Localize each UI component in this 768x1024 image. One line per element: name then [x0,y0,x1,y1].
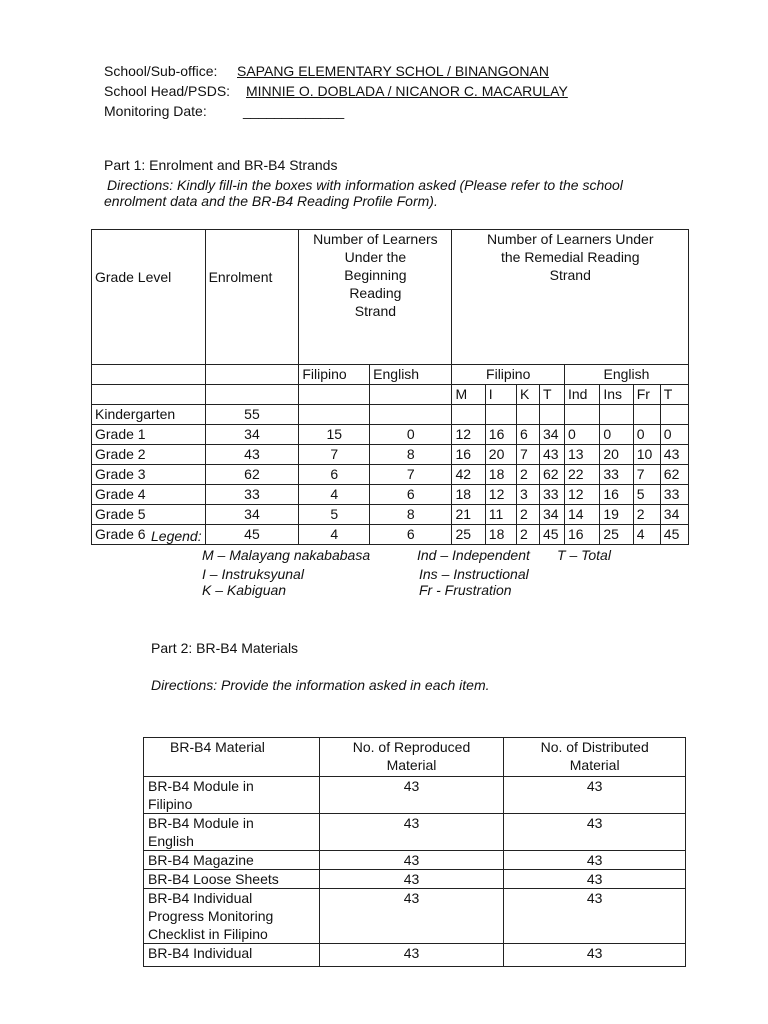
remedial-fil-total: 33 [539,485,564,505]
materials-table [143,737,686,967]
remedial-ins: 16 [600,485,633,505]
language-header-row [92,365,689,385]
beginning-filipino: 7 [299,445,370,465]
enrolment-row [92,425,689,445]
subheader-i: I [485,385,516,405]
remedial-i: 18 [485,525,516,545]
remedial-m: 18 [452,485,485,505]
enrolment-row [92,465,689,485]
remedial-eng-total: 45 [660,525,688,545]
beginning-english: 8 [370,445,452,465]
header-remedial-english: English [564,365,688,385]
header-beginning-strand [299,230,452,365]
remedial-ins [600,405,633,425]
distributed-count: 43 [504,889,686,944]
beginning-english: 8 [370,505,452,525]
material-name-line: Progress Monitoring [148,908,274,924]
remedial-fr: 2 [633,505,660,525]
header-enrolment: Enrolment [205,230,299,365]
distributed-count: 43 [504,814,686,851]
remedial-fr: 7 [633,465,660,485]
remedial-fil-total: 45 [539,525,564,545]
enrolment-value: 43 [205,445,299,465]
remedial-fr: 0 [633,425,660,445]
beginning-filipino: 15 [299,425,370,445]
remedial-fr: 5 [633,485,660,505]
grade-level: Grade 6 [92,525,206,545]
enrolment-row [92,405,689,425]
legend-k: K – Kabiguan [202,582,287,598]
remedial-ind: 14 [564,505,599,525]
materials-row [144,851,686,870]
enrolment-row [92,445,689,465]
remedial-i [485,405,516,425]
material-name [144,777,320,814]
enrolment-value: 55 [205,405,299,425]
material-name-line: BR-B4 Loose Sheets [148,871,279,887]
remedial-fil-total: 34 [539,505,564,525]
material-name-line: BR-B4 Magazine [148,852,254,868]
beginning-english [370,405,452,425]
header-remedial-line: Strand [549,267,591,283]
distributed-count: 43 [504,870,686,889]
date-value: _____________ [243,103,345,119]
material-name-line: BR-B4 Module in [148,815,254,831]
remedial-fr: 10 [633,445,660,465]
remedial-m: 25 [452,525,485,545]
grade-level: Grade 3 [92,465,206,485]
material-name [144,814,320,851]
material-name [144,944,320,967]
reproduced-count: 43 [319,944,504,967]
header-beginning-line: Reading [349,285,402,301]
remedial-eng-total: 43 [660,445,688,465]
beginning-filipino: 5 [299,505,370,525]
head-value: MINNIE O. DOBLADA / NICANOR C. MACARULAY [246,83,568,99]
remedial-m: 21 [452,505,485,525]
remedial-ins: 25 [600,525,633,545]
remedial-k [517,405,540,425]
legend-title: Legend: [151,528,202,544]
reproduced-count: 43 [319,889,504,944]
beginning-filipino: 4 [299,525,370,545]
header-reproduced [319,738,504,777]
beginning-english: 0 [370,425,452,445]
remedial-ins: 20 [600,445,633,465]
beginning-filipino [299,405,370,425]
grade-level: Grade 1 [92,425,206,445]
subheader-ind: Ind [564,385,599,405]
remedial-k: 2 [517,505,540,525]
materials-row [144,944,686,967]
header-distributed-line: Material [569,757,620,773]
enrolment-row [92,505,689,525]
legend-m: M – Malayang nakababasa [202,547,371,563]
remedial-ind: 12 [564,485,599,505]
remedial-eng-total: 0 [660,425,688,445]
remedial-fr: 4 [633,525,660,545]
enrolment-table [91,229,689,545]
remedial-fr [633,405,660,425]
remedial-i: 16 [485,425,516,445]
header-beginning-line: Beginning [344,267,407,283]
remedial-k: 3 [517,485,540,505]
head-label: School Head/PSDS: [104,83,231,99]
subheader-ins: Ins [600,385,633,405]
header-reproduced-line: No. of Reproduced [352,739,471,755]
material-name [144,870,320,889]
header-remedial-line: Number of Learners Under [486,231,654,247]
material-name [144,889,320,944]
legend-fr: Fr - Frustration [419,582,512,598]
materials-row [144,814,686,851]
grade-level: Grade 5 [92,505,206,525]
subheader-t: T [539,385,564,405]
material-name-line: English [148,833,194,849]
distributed-count: 43 [504,851,686,870]
remedial-m: 12 [452,425,485,445]
subheader-row [92,385,689,405]
header-reproduced-line: Material [386,757,437,773]
header-remedial-line: the Remedial Reading [500,249,640,265]
beginning-filipino: 4 [299,485,370,505]
beginning-filipino: 6 [299,465,370,485]
enrolment-value: 33 [205,485,299,505]
remedial-k: 2 [517,525,540,545]
material-name-line: Filipino [148,796,193,812]
remedial-fil-total: 34 [539,425,564,445]
subheader-k: K [517,385,540,405]
header-beginning-line: Strand [354,303,397,319]
legend-i: I – Instruksyunal [202,566,304,582]
remedial-i: 18 [485,465,516,485]
materials-header-row [144,738,686,777]
material-name-line: BR-B4 Individual [148,945,253,961]
header-grade-level: Grade Level [92,230,206,365]
legend-ins: Ins – Instructional [419,566,529,582]
remedial-ins: 0 [600,425,633,445]
material-name-line: BR-B4 Individual [148,890,253,906]
remedial-eng-total: 34 [660,505,688,525]
beginning-english: 6 [370,525,452,545]
remedial-ind [564,405,599,425]
remedial-eng-total: 62 [660,465,688,485]
remedial-ind: 0 [564,425,599,445]
enrolment-value: 34 [205,505,299,525]
grade-level: Grade 4 [92,485,206,505]
distributed-count: 43 [504,777,686,814]
remedial-m [452,405,485,425]
enrolment-header-row [92,230,689,365]
header-remedial-strand [452,230,689,365]
remedial-m: 16 [452,445,485,465]
materials-row [144,777,686,814]
remedial-m: 42 [452,465,485,485]
enrolment-row [92,485,689,505]
enrolment-value: 34 [205,425,299,445]
materials-row [144,870,686,889]
header-distributed-line: No. of Distributed [540,739,649,755]
part2-title: Part 2: BR-B4 Materials [151,640,299,656]
header-beginning-line: Under the [344,249,407,265]
grade-level: Grade 2 [92,445,206,465]
part1-directions-line2: enrolment data and the BR-B4 Reading Profile Form). [104,193,438,209]
remedial-ind: 16 [564,525,599,545]
remedial-fil-total [539,405,564,425]
legend-ind: Ind – Independent [417,547,530,563]
grade-level: Kindergarten [92,405,206,425]
distributed-count: 43 [504,944,686,967]
materials-row [144,889,686,944]
reproduced-count: 43 [319,814,504,851]
remedial-eng-total: 33 [660,485,688,505]
remedial-ins: 19 [600,505,633,525]
beginning-english: 7 [370,465,452,485]
material-name [144,851,320,870]
beginning-english: 6 [370,485,452,505]
part2-directions: Directions: Provide the information asked in each item. [151,677,490,693]
header-beginning-line: Number of Learners [313,231,438,247]
remedial-k: 6 [517,425,540,445]
reproduced-count: 43 [319,870,504,889]
remedial-ind: 13 [564,445,599,465]
header-distributed [504,738,686,777]
header-beginning-filipino: Filipino [299,365,370,385]
reproduced-count: 43 [319,851,504,870]
school-label: School/Sub-office: [104,63,218,79]
reproduced-count: 43 [319,777,504,814]
date-label: Monitoring Date: [104,103,207,119]
remedial-ins: 33 [600,465,633,485]
remedial-i: 12 [485,485,516,505]
remedial-k: 2 [517,465,540,485]
school-value: SAPANG ELEMENTARY SCHOL / BINANGONAN [237,63,549,79]
remedial-i: 20 [485,445,516,465]
legend-t: T – Total [557,547,611,563]
remedial-i: 11 [485,505,516,525]
header-material: BR-B4 Material [144,738,320,777]
header-beginning-english: English [370,365,452,385]
header-remedial-filipino: Filipino [452,365,564,385]
material-name-line: BR-B4 Module in [148,778,254,794]
remedial-fil-total: 43 [539,445,564,465]
part1-title: Part 1: Enrolment and BR-B4 Strands [104,157,338,173]
subheader-t: T [660,385,688,405]
enrolment-value: 62 [205,465,299,485]
remedial-ind: 22 [564,465,599,485]
subheader-fr: Fr [633,385,660,405]
subheader-m: M [452,385,485,405]
remedial-k: 7 [517,445,540,465]
remedial-eng-total [660,405,688,425]
enrolment-value: 45 [205,525,299,545]
remedial-fil-total: 62 [539,465,564,485]
part1-directions-line1: Directions: Kindly fill-in the boxes with information asked (Please refer to the school [107,177,623,193]
material-name-line: Checklist in Filipino [148,926,268,942]
